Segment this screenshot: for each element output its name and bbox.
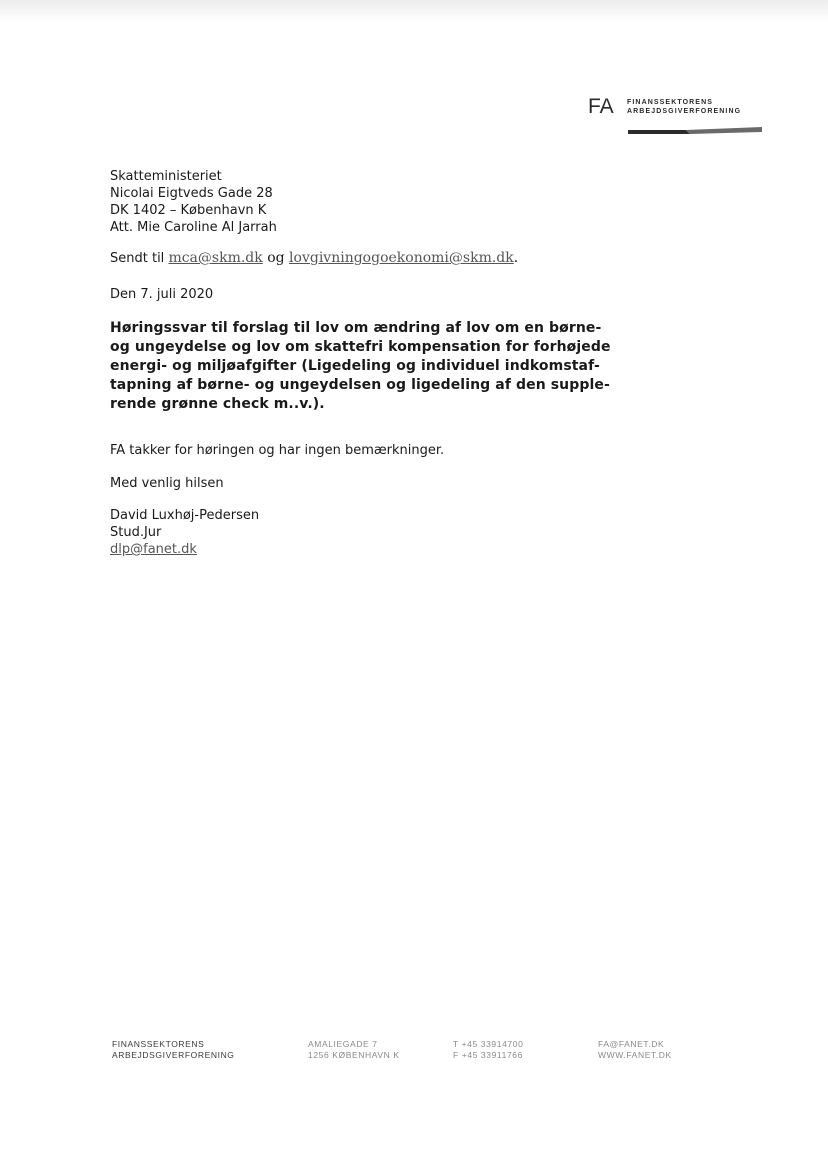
sent-to-joiner: og: [262, 250, 290, 266]
signature-name: David Luxhøj-Pedersen: [110, 508, 260, 523]
subject-line: tapning af børne- og ungeydelsen og ligedeling af den supple-: [110, 377, 610, 393]
footer-street: AMALIEGADE 7: [308, 1039, 378, 1049]
fa-logo: [588, 96, 768, 140]
signature-title: Stud.Jur: [110, 525, 162, 540]
signature-email-link[interactable]: dlp@fanet.dk: [110, 542, 197, 557]
footer-city: 1256 KØBENHAVN K: [308, 1050, 400, 1060]
logo-line-1: FINANSSEKTORENS: [627, 99, 713, 106]
signature-block: [110, 507, 259, 558]
subject-line: Høringssvar til forslag til lov om ændring af lov om en børne-: [110, 320, 602, 336]
letter-date: Den 7. juli 2020: [110, 287, 214, 302]
subject-line: energi- og miljøafgifter (Ligedeling og individuel indkomstaf-: [110, 358, 600, 374]
subject-line: rende grønne check m..v.).: [110, 396, 325, 412]
logo-abbrev: FA: [588, 95, 614, 118]
footer-address: [308, 1039, 400, 1061]
email-link-skm[interactable]: mca@skm.dk: [168, 250, 263, 266]
footer-org-line-1: FINANSSEKTORENS: [112, 1039, 205, 1049]
footer-web: WWW.FANET.DK: [598, 1050, 672, 1060]
address-line: Att. Mie Caroline Al Jarrah: [110, 220, 277, 235]
recipient-address: [110, 168, 277, 236]
footer-fax: F +45 33911766: [453, 1050, 523, 1060]
letter-body: FA takker for høringen og har ingen bemærkninger.: [110, 443, 445, 458]
footer-phone: T +45 33914700: [453, 1039, 524, 1049]
address-line: Nicolai Eigtveds Gade 28: [110, 186, 273, 201]
letter-closing: Med venlig hilsen: [110, 476, 224, 491]
letter-subject: [110, 319, 611, 414]
address-line: DK 1402 – København K: [110, 203, 267, 218]
subject-line: og ungeydelse og lov om skattefri kompensation for forhøjede: [110, 339, 611, 355]
footer-email: FA@FANET.DK: [598, 1039, 665, 1049]
logo-line-2: ARBEJDSGIVERFORENING: [627, 108, 742, 115]
scan-shadow: [0, 0, 828, 22]
logo-swoosh-bar: [628, 126, 762, 136]
sent-to-prefix: Sendt til: [110, 251, 169, 266]
sent-to-suffix: .: [513, 250, 519, 266]
email-link-lovgivning[interactable]: lovgivningogoekonomi@skm.dk: [289, 250, 514, 266]
footer-contact: [598, 1039, 672, 1061]
sent-to-line: [110, 250, 518, 267]
address-line: Skatteministeriet: [110, 169, 222, 184]
footer-org-line-2: ARBEJDSGIVERFORENING: [112, 1050, 235, 1060]
footer-phone-block: [453, 1039, 523, 1061]
footer-organization: [112, 1039, 235, 1061]
